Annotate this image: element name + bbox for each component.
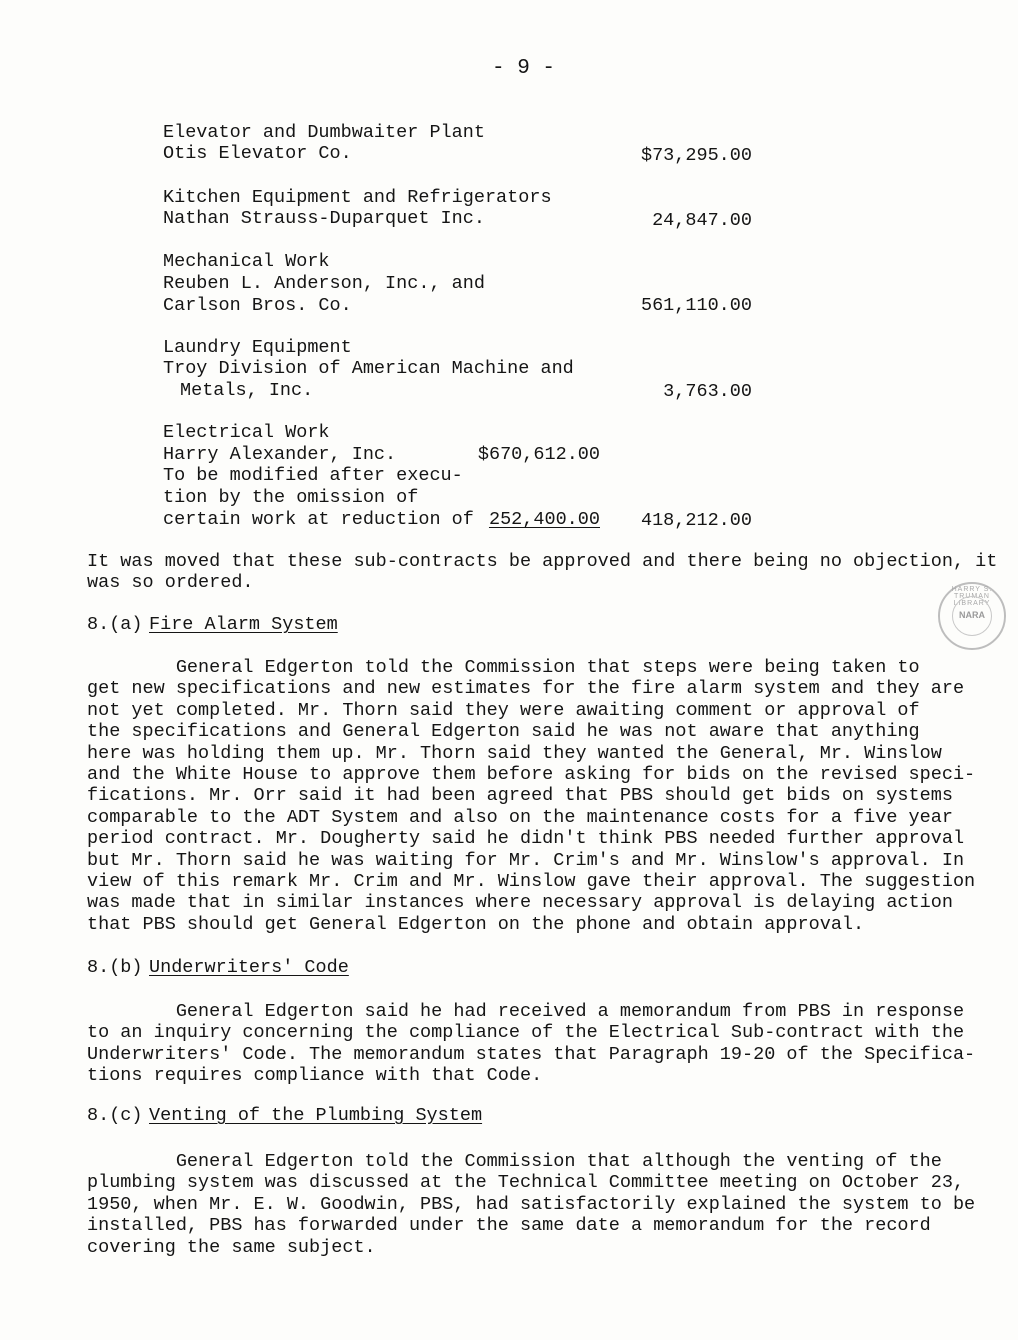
section-body: General Edgerton told the Commission that steps were being taken to get new specifications and new estimates for the fire alarm system and they are not yet completed. Mr. Thorn said they were awaiting comment or approval of the specifications and General Edgerton said he was not aware that anything here was holding them up. Mr. Thorn said they wanted the General, Mr. Winslow and the White House to approve them before asking for bids on the revised speci- fications. Mr. Orr said it had been agreed that PBS should get bids on systems comparable to the ADT System and also on the maintenance costs for a five year period contract. Mr. Dougherty said he didn't think PBS needed further approval but Mr. Thorn said he was waiting for Mr. Crim's and Mr. Winslow's approval. In view of this remark Mr. Crim and Mr. Winslow gave their approval. The suggestion was made that in similar instances where necessary approval is delaying action that PBS should get General Edgerton on the phone and obtain approval. xyxy=(87,657,976,935)
contract-amount: 24,847.00 xyxy=(652,210,752,231)
contract-title: Mechanical Work xyxy=(163,251,330,272)
contract-amount: 3,763.00 xyxy=(663,381,752,402)
contract-contractor: Otis Elevator Co. xyxy=(163,143,352,164)
contract-contractor: Metals, Inc. xyxy=(180,380,314,401)
section-heading: Underwriters' Code xyxy=(149,957,349,978)
section-number: 8.(c) xyxy=(87,1105,143,1126)
electrical-net-amount: 418,212.00 xyxy=(640,510,752,531)
electrical-original-amount: $670,612.00 xyxy=(477,444,600,465)
contract-contractor: Reuben L. Anderson, Inc., and xyxy=(163,273,485,294)
section-number: 8.(a) xyxy=(87,614,143,635)
stamp-ring-text: HARRY S. TRUMAN LIBRARY xyxy=(951,586,993,607)
section-body: General Edgerton said he had received a memorandum from PBS in response to an inquiry concerning the compliance of the Electrical Sub-contract with the Underwriters' Code. The memorandum states that Paragraph 19-20 of the Specifica- tions requires compliance with that Code. xyxy=(87,1001,976,1087)
library-stamp xyxy=(938,582,1006,650)
stamp-center-text: NARA xyxy=(959,610,985,620)
contract-title: Laundry Equipment xyxy=(163,337,352,358)
section-number: 8.(b) xyxy=(87,957,143,978)
electrical-note: To be modified after execu- xyxy=(163,465,463,486)
contract-title: Electrical Work xyxy=(163,422,330,443)
section-heading: Fire Alarm System xyxy=(149,614,338,635)
contract-amount: $73,295.00 xyxy=(640,145,752,166)
electrical-note: certain work at reduction of xyxy=(163,509,474,530)
contract-amount: 561,110.00 xyxy=(640,295,752,316)
section-heading: Venting of the Plumbing System xyxy=(149,1105,483,1126)
page-number: - 9 - xyxy=(492,57,556,80)
contract-title: Kitchen Equipment and Refrigerators xyxy=(163,187,552,208)
electrical-note: tion by the omission of xyxy=(163,487,419,508)
section-body: General Edgerton told the Commission that although the venting of the plumbing system was discussed at the Technical Committee meeting on October 23, 1950, when Mr. E. W. Goodwin, PBS, had satisfactorily explained the system to be installed, PBS has forwarded under the same date a memorandum for the record covering the same subject. xyxy=(87,1151,976,1258)
contract-contractor: Carlson Bros. Co. xyxy=(163,295,352,316)
contract-title: Elevator and Dumbwaiter Plant xyxy=(163,122,485,143)
contract-contractor: Troy Division of American Machine and xyxy=(163,358,574,379)
motion-paragraph: It was moved that these sub-contracts be approved and there being no objection, it was so ordered. xyxy=(87,551,998,594)
contract-contractor: Harry Alexander, Inc. xyxy=(163,444,397,465)
electrical-reduction-amount: 252,400.00 xyxy=(488,509,600,530)
contract-contractor: Nathan Strauss-Duparquet Inc. xyxy=(163,208,485,229)
